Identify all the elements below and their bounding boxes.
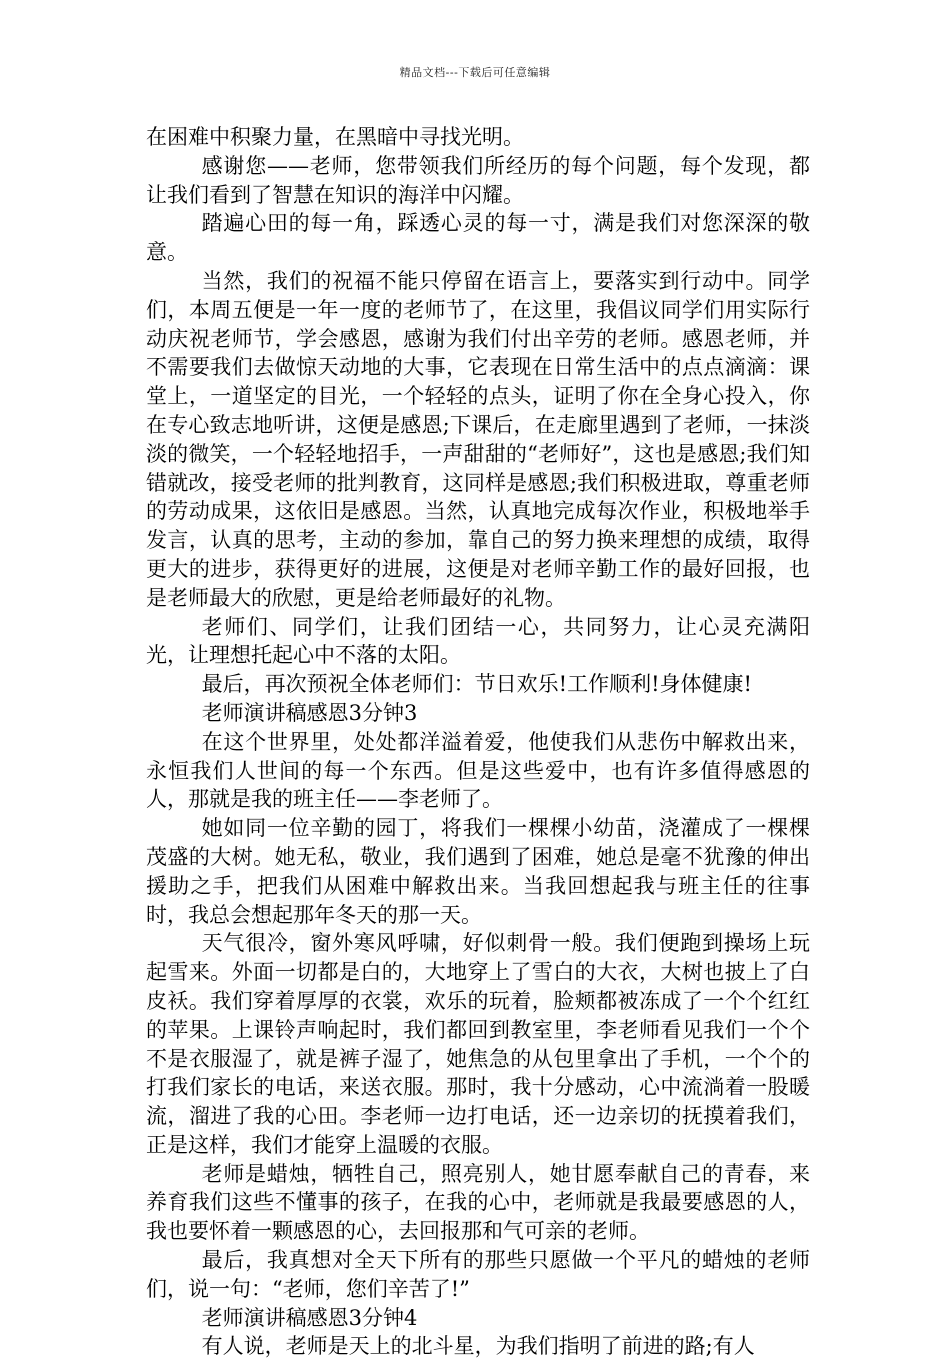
paragraph-8: 她如同一位辛勤的园丁，将我们一棵棵小幼苗，浇灌成了一棵棵茂盛的大树。她无私，敬业，我们遇到了困难，她总是毫不犹豫的伸出援助之手，把我们从困难中解救出来。当我回想起我与班主任的往事时，我总会想起那年冬天的那一天。	[146, 816, 810, 927]
paragraph-9: 天气很冷，窗外寒风呼啸，好似刺骨一般。我们便跑到操场上玩起雪来。外面一切都是白的，大地穿上了雪白的大衣，大树也披上了白皮袄。我们穿着厚厚的衣裳，欢乐的玩着，脸颊都被冻成了一个个红红的苹果。上课铃声响起时，我们都回到教室里，李老师看见我们一个个不是衣服湿了，就是裤子湿了，她焦急的从包里拿出了手机，一个个的打我们家长的电话，来送衣服。那时，我十分感动，心中流淌着一股暖流，溜进了我的心田。李老师一边打电话，还一边亲切的抚摸着我们，正是这样，我们才能穿上温暖的衣服。	[146, 931, 810, 1157]
paragraph-12: 有人说，老师是天上的北斗星，为我们指明了前进的路;有人	[201, 1334, 755, 1359]
section-heading-3: 老师演讲稿感恩3分钟3	[201, 700, 418, 725]
paragraph-4: 当然，我们的祝福不能只停留在语言上，要落实到行动中。同学们，本周五便是一年一度的老师节了，在这里，我倡议同学们用实际行动庆祝老师节，学会感恩，感谢为我们付出辛劳的老师。感恩老师，并不需要我们去做惊天动地的大事，它表现在日常生活中的点点滴滴：课堂上，一道坚定的目光，一个轻轻的点头，证明了你在全身心投入，你在专心致志地听讲，这便是感恩;下课后，在走廊里遇到了老师，一抹淡淡的微笑，一个轻轻地招手，一声甜甜的“老师好”，这也是感恩;我们知错就改，接受老师的批判教育，这同样是感恩;我们积极进取，尊重老师的劳动成果，这依旧是感恩。当然，认真地完成每次作业，积极地举手发言，认真的思考，主动的参加，靠自己的努力换来理想的成绩，取得更大的进步，获得更好的进展，这便是对老师辛勤工作的最好回报，也是老师最大的欣慰，更是给老师最好的礼物。	[146, 268, 810, 610]
paragraph-10: 老师是蜡烛，牺牲自己，照亮别人，她甘愿奉献自己的青春，来养育我们这些不懂事的孩子，在我的心中，老师就是我最要感恩的人，我也要怀着一颗感恩的心，去回报那和气可亲的老师。	[146, 1161, 810, 1244]
paragraph-2: 感谢您——老师，您带领我们所经历的每个问题，每个发现，都让我们看到了智慧在知识的海洋中闪耀。	[146, 153, 810, 207]
page-header: 精品文档---下载后可任意编辑	[399, 66, 551, 79]
paragraph-1: 在困难中积聚力量，在黑暗中寻找光明。	[146, 125, 524, 149]
paragraph-7: 在这个世界里，处处都洋溢着爱，他使我们从悲伤中解救出来，永恒我们人世间的每一个东西。但是这些爱中，也有许多值得感恩的人，那就是我的班主任——李老师了。	[146, 729, 810, 812]
paragraph-6: 最后，再次预祝全体老师们：节日欢乐!工作顺利!身体健康!	[201, 672, 752, 697]
document-body	[146, 123, 810, 1361]
section-heading-4: 老师演讲稿感恩3分钟4	[201, 1305, 418, 1330]
paragraph-11: 最后，我真想对全天下所有的那些只愿做一个平凡的蜡烛的老师们，说一句：“老师，您们辛苦了!”	[146, 1248, 810, 1301]
paragraph-3: 踏遍心田的每一角，踩透心灵的每一寸，满是我们对您深深的敬意。	[146, 211, 810, 265]
paragraph-5: 老师们、同学们，让我们团结一心，共同努力，让心灵充满阳光，让理想托起心中不落的太阳。	[146, 614, 810, 668]
